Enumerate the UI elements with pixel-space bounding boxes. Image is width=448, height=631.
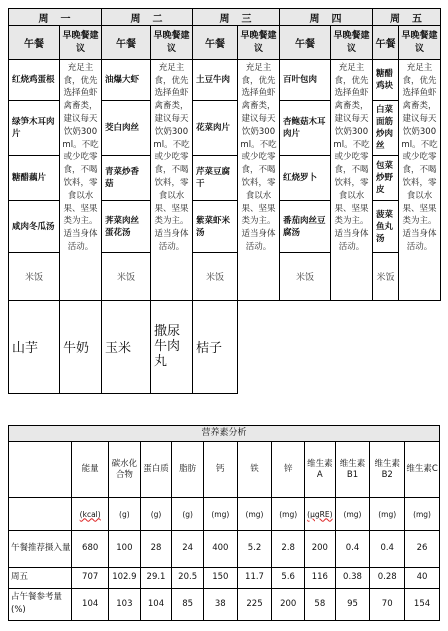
lunch-label-thu: 午餐 <box>280 26 331 60</box>
lunch-label-tue: 午餐 <box>102 26 151 60</box>
dish-mon-1: 红烧鸡蛋根 <box>9 59 60 100</box>
unit-zinc: (mg) <box>272 498 305 530</box>
dish-tue-4: 荠菜肉丝蛋花汤 <box>102 201 151 253</box>
unit-fat: (g) <box>172 498 204 530</box>
snack-thu: 撒尿牛肉丸 <box>151 300 193 393</box>
rice-mon: 米饭 <box>9 253 60 301</box>
day-header-row <box>9 9 441 26</box>
lunch-label-fri: 午餐 <box>373 26 399 60</box>
dish-mon-3: 糖醋藕片 <box>9 156 60 201</box>
suggestion-thu: 充足主食，优先选择鱼虾禽畜类，建议每天饮奶300ml。不吃或少吃零食，不喝饮料，零食以水果、坚果类为主。适当身体活动。 <box>331 59 373 300</box>
dish-thu-1: 百叶包肉 <box>280 59 331 100</box>
dish-tue-1: 油爆大虾 <box>102 59 151 100</box>
nutrient-name-row <box>9 441 440 498</box>
unit-vitamin-b1: (mg) <box>335 498 370 530</box>
value-cell: 150 <box>203 567 237 588</box>
value-cell: 400 <box>203 530 237 567</box>
nutrient-fat: 脂肪 <box>172 441 204 498</box>
unit-calcium: (mg) <box>203 498 237 530</box>
unit-vitamin-c: (mg) <box>405 498 440 530</box>
suggestion-label-mon: 早晚餐建议 <box>60 26 102 60</box>
dish-fri-3: 包菜炒野皮 <box>373 156 399 201</box>
table-row-friday <box>9 567 440 588</box>
dish-fri-1: 糖醋鸡块 <box>373 59 399 100</box>
value-cell: 95 <box>335 588 370 620</box>
value-cell: 28 <box>140 530 172 567</box>
weekly-menu-table <box>8 8 441 394</box>
unit-carbohydrate: (g) <box>109 498 141 530</box>
dish-fri-4: 菠菜鱼丸汤 <box>373 201 399 253</box>
value-cell: 225 <box>237 588 272 620</box>
nutrient-energy: 能量 <box>72 441 109 498</box>
dish-wed-4: 紫菜虾米汤 <box>193 201 238 253</box>
value-cell: 104 <box>72 588 109 620</box>
value-cell: 26 <box>405 530 440 567</box>
unit-label-spacer <box>9 498 72 530</box>
value-cell: 58 <box>305 588 336 620</box>
snack-tue: 牛奶 <box>60 300 102 393</box>
dish-row-1 <box>9 59 441 100</box>
row-label-friday: 周五 <box>9 567 72 588</box>
value-cell: 200 <box>305 530 336 567</box>
value-cell: 100 <box>109 530 141 567</box>
unit-vitamin-b2: (mg) <box>370 498 405 530</box>
snack-wed: 玉米 <box>102 300 151 393</box>
nutrient-protein: 蛋白质 <box>140 441 172 498</box>
day-header-thu: 周 四 <box>280 9 373 26</box>
day-header-fri: 周 五 <box>373 9 441 26</box>
unit-energy: (kcal) <box>79 509 101 519</box>
suggestion-label-tue: 早晚餐建议 <box>151 26 193 60</box>
value-cell: 0.4 <box>370 530 405 567</box>
unit-row <box>9 498 440 530</box>
dish-wed-3: 芹菜豆腐干 <box>193 156 238 201</box>
dish-fri-2: 白菜面筋炒肉丝 <box>373 100 399 155</box>
dish-mon-2: 绿笋木耳肉片 <box>9 100 60 155</box>
suggestion-label-fri: 早晚餐建议 <box>399 26 441 60</box>
dish-wed-1: 土豆牛肉 <box>193 59 238 100</box>
dish-tue-3: 青菜炒香菇 <box>102 156 151 201</box>
value-cell: 0.28 <box>370 567 405 588</box>
nutrition-title-row <box>9 426 440 442</box>
dish-wed-2: 花菜肉片 <box>193 100 238 155</box>
rice-thu: 米饭 <box>280 253 331 301</box>
value-cell: 85 <box>172 588 204 620</box>
value-cell: 38 <box>203 588 237 620</box>
snack-mon: 山芋 <box>9 300 60 393</box>
value-cell: 154 <box>405 588 440 620</box>
nutrient-carbohydrate: 碳水化合物 <box>109 441 141 498</box>
nutrition-analysis-table <box>8 425 440 621</box>
unit-vitamin-a: (μgRE) <box>307 509 333 519</box>
suggestion-label-wed: 早晚餐建议 <box>238 26 280 60</box>
snack-row <box>9 300 441 393</box>
rice-tue: 米饭 <box>102 253 151 301</box>
day-header-wed: 周 三 <box>193 9 280 26</box>
suggestion-fri: 充足主食，优先选择鱼虾禽畜类，建议每天饮奶300ml。不吃或少吃零食，不喝饮料，零食以水果、坚果类为主。适当身体活动。 <box>399 59 441 300</box>
value-cell: 11.7 <box>237 567 272 588</box>
unit-iron: (mg) <box>237 498 272 530</box>
rice-fri: 米饭 <box>373 253 399 301</box>
value-cell: 20.5 <box>172 567 204 588</box>
nutrient-vitamin-b1: 维生素B1 <box>335 441 370 498</box>
nutrient-iron: 铁 <box>237 441 272 498</box>
value-cell: 707 <box>72 567 109 588</box>
nutrient-calcium: 钙 <box>203 441 237 498</box>
value-cell: 5.2 <box>237 530 272 567</box>
value-cell: 116 <box>305 567 336 588</box>
snack-fri: 桔子 <box>193 300 238 393</box>
nutrition-title: 营养素分析 <box>9 426 440 442</box>
suggestion-wed: 充足主食，优先选择鱼虾禽畜类，建议每天饮奶300ml。不吃或少吃零食，不喝饮料，零食以水果、坚果类为主。适当身体活动。 <box>238 59 280 300</box>
dish-mon-4: 咸肉冬瓜汤 <box>9 201 60 253</box>
nutrient-zinc: 锌 <box>272 441 305 498</box>
value-cell: 29.1 <box>140 567 172 588</box>
value-cell: 40 <box>405 567 440 588</box>
value-cell: 0.4 <box>335 530 370 567</box>
dish-thu-2: 杏鲍菇木耳肉片 <box>280 100 331 155</box>
row-label-percent: 占午餐参考量(%) <box>9 588 72 620</box>
suggestion-mon: 充足主食，优先选择鱼虾禽畜类，建议每天饮奶300ml。不吃或少吃零食，不喝饮料，零食以水果、坚果类为主。适当身体活动。 <box>60 59 102 300</box>
nutrient-vitamin-a: 维生素A <box>305 441 336 498</box>
day-header-tue: 周 二 <box>102 9 193 26</box>
value-cell: 680 <box>72 530 109 567</box>
column-label-row <box>9 26 441 60</box>
suggestion-tue: 充足主食，优先选择鱼虾禽畜类，建议每天饮奶300ml。不吃或少吃零食，不喝饮料，零食以水果、坚果类为主。适当身体活动。 <box>151 59 193 300</box>
value-cell: 70 <box>370 588 405 620</box>
lunch-label-mon: 午餐 <box>9 26 60 60</box>
unit-protein: (g) <box>140 498 172 530</box>
row-label-recommended: 午餐推荐摄入量 <box>9 530 72 567</box>
value-cell: 103 <box>109 588 141 620</box>
dish-thu-3: 红烧罗卜 <box>280 156 331 201</box>
row-label-spacer <box>9 441 72 498</box>
nutrient-vitamin-b2: 维生素B2 <box>370 441 405 498</box>
value-cell: 5.6 <box>272 567 305 588</box>
lunch-label-wed: 午餐 <box>193 26 238 60</box>
table-row-percent <box>9 588 440 620</box>
nutrient-vitamin-c: 维生素C <box>405 441 440 498</box>
value-cell: 0.38 <box>335 567 370 588</box>
value-cell: 2.8 <box>272 530 305 567</box>
value-cell: 104 <box>140 588 172 620</box>
table-row-recommended <box>9 530 440 567</box>
value-cell: 200 <box>272 588 305 620</box>
rice-wed: 米饭 <box>193 253 238 301</box>
day-header-mon: 周 一 <box>9 9 102 26</box>
suggestion-label-thu: 早晚餐建议 <box>331 26 373 60</box>
value-cell: 102.9 <box>109 567 141 588</box>
dish-thu-4: 番茄肉丝豆腐汤 <box>280 201 331 253</box>
dish-tue-2: 茭白肉丝 <box>102 100 151 155</box>
value-cell: 24 <box>172 530 204 567</box>
